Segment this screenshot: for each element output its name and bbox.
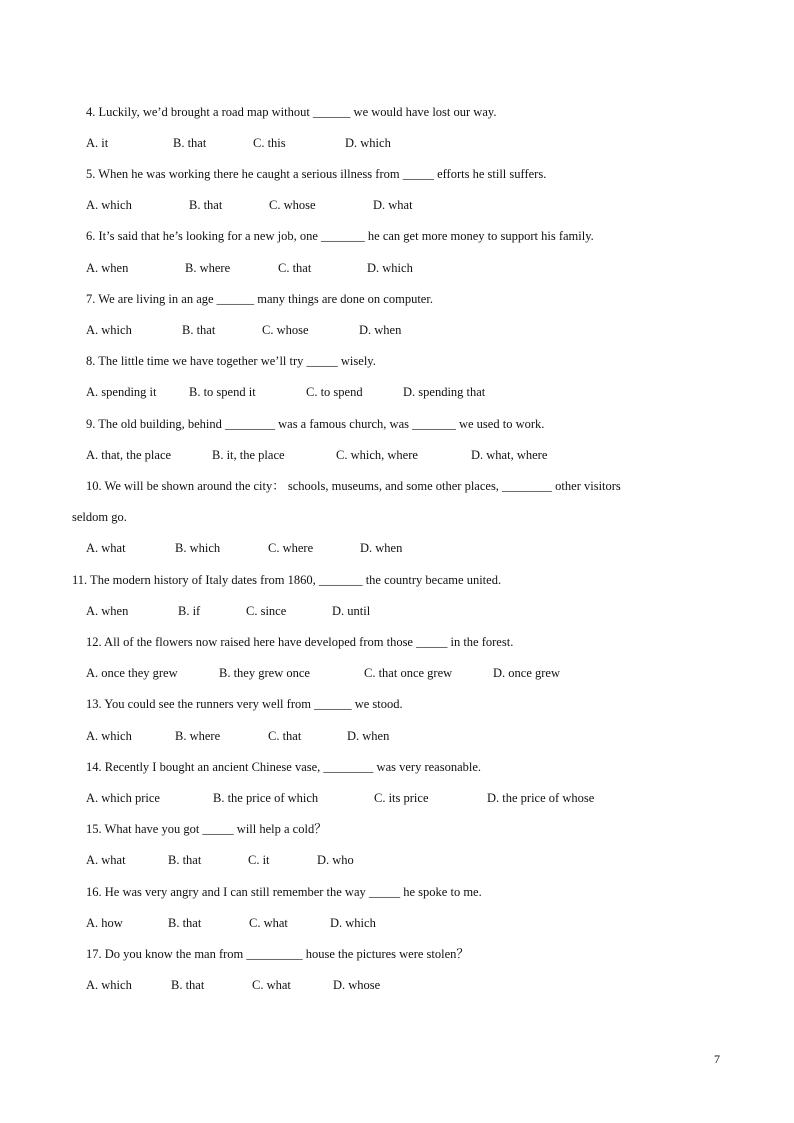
option-a: A. which xyxy=(86,198,132,212)
question-stem: 12. All of the flowers now raised here have developed from those _____ in the forest. xyxy=(86,635,514,649)
option-c: C. what xyxy=(249,916,288,930)
option-b: B. it, the place xyxy=(212,448,285,462)
option-c: C. to spend xyxy=(306,385,363,399)
option-d: D. which xyxy=(345,136,391,150)
option-b: B. where xyxy=(175,729,221,743)
option-b: B. that xyxy=(171,978,205,992)
option-c: C. what xyxy=(252,978,291,992)
option-d: D. when xyxy=(360,541,403,555)
option-d: D. spending that xyxy=(403,385,486,399)
option-b: B. that xyxy=(182,323,216,337)
option-c: C. that xyxy=(278,261,312,275)
option-a: A. it xyxy=(86,136,109,150)
option-b: B. which xyxy=(175,541,221,555)
option-b: B. that xyxy=(189,198,223,212)
option-b: B. to spend it xyxy=(189,385,256,399)
option-b: B. that xyxy=(168,916,202,930)
option-d: D. until xyxy=(332,604,371,618)
question-stem: 5. When he was working there he caught a serious illness from _____ efforts he still suffers. xyxy=(86,167,547,181)
option-a: A. spending it xyxy=(86,385,157,399)
question-stem: 13. You could see the runners very well from ______ we stood. xyxy=(86,697,403,711)
question-stem: 8. The little time we have together we’ll try _____ wisely. xyxy=(86,354,376,368)
option-c: C. since xyxy=(246,604,287,618)
question-stem-continued: seldom go. xyxy=(72,510,127,524)
option-a: A. when xyxy=(86,261,129,275)
option-d: D. when xyxy=(359,323,402,337)
question-stem: 17. Do you know the man from _________ house the pictures were stolen？ xyxy=(86,947,469,961)
question-stem: 7. We are living in an age ______ many things are done on computer. xyxy=(86,292,433,306)
option-d: D. once grew xyxy=(493,666,560,680)
page-number: 7 xyxy=(714,1052,720,1066)
option-d: D. what xyxy=(373,198,413,212)
option-a: A. what xyxy=(86,541,126,555)
option-b: B. that xyxy=(168,853,202,867)
option-c: C. whose xyxy=(269,198,316,212)
question-stem: 16. He was very angry and I can still remember the way _____ he spoke to me. xyxy=(86,885,482,899)
option-d: D. which xyxy=(330,916,376,930)
option-d: D. the price of whose xyxy=(487,791,595,805)
option-a: A. how xyxy=(86,916,123,930)
option-a: A. which xyxy=(86,323,132,337)
option-c: C. that xyxy=(268,729,302,743)
question-stem: 11. The modern history of Italy dates from 1860, _______ the country became united. xyxy=(72,573,502,587)
option-d: D. whose xyxy=(333,978,381,992)
option-c: C. that once grew xyxy=(364,666,453,680)
option-c: C. which, where xyxy=(336,448,418,462)
option-d: D. when xyxy=(347,729,390,743)
option-a: A. once they grew xyxy=(86,666,178,680)
option-b: B. the price of which xyxy=(213,791,319,805)
question-stem: 14. Recently I bought an ancient Chinese vase, ________ was very reasonable. xyxy=(86,760,482,774)
question-stem: 10. We will be shown around the city： schools, museums, and some other places, ________ other visitors xyxy=(86,479,621,493)
option-a: A. which price xyxy=(86,791,160,805)
option-b: B. where xyxy=(185,261,231,275)
question-stem: 9. The old building, behind ________ was a famous church, was _______ we used to work. xyxy=(86,417,545,431)
option-a: A. when xyxy=(86,604,129,618)
option-c: C. this xyxy=(253,136,286,150)
option-b: B. that xyxy=(173,136,207,150)
option-c: C. its price xyxy=(374,791,429,805)
question-stem: 6. It’s said that he’s looking for a new job, one _______ he can get more money to support his family. xyxy=(86,229,594,243)
option-a: A. which xyxy=(86,978,132,992)
option-b: B. they grew once xyxy=(219,666,310,680)
option-a: A. that, the place xyxy=(86,448,172,462)
option-c: C. whose xyxy=(262,323,309,337)
option-b: B. if xyxy=(178,604,201,618)
option-d: D. what, where xyxy=(471,448,548,462)
option-d: D. who xyxy=(317,853,354,867)
question-stem: 15. What have you got _____ will help a cold？ xyxy=(86,822,327,836)
option-c: C. where xyxy=(268,541,314,555)
option-a: A. what xyxy=(86,853,126,867)
option-a: A. which xyxy=(86,729,132,743)
option-c: C. it xyxy=(248,853,270,867)
option-d: D. which xyxy=(367,261,413,275)
question-stem: 4. Luckily, we’d brought a road map without ______ we would have lost our way. xyxy=(86,105,497,119)
